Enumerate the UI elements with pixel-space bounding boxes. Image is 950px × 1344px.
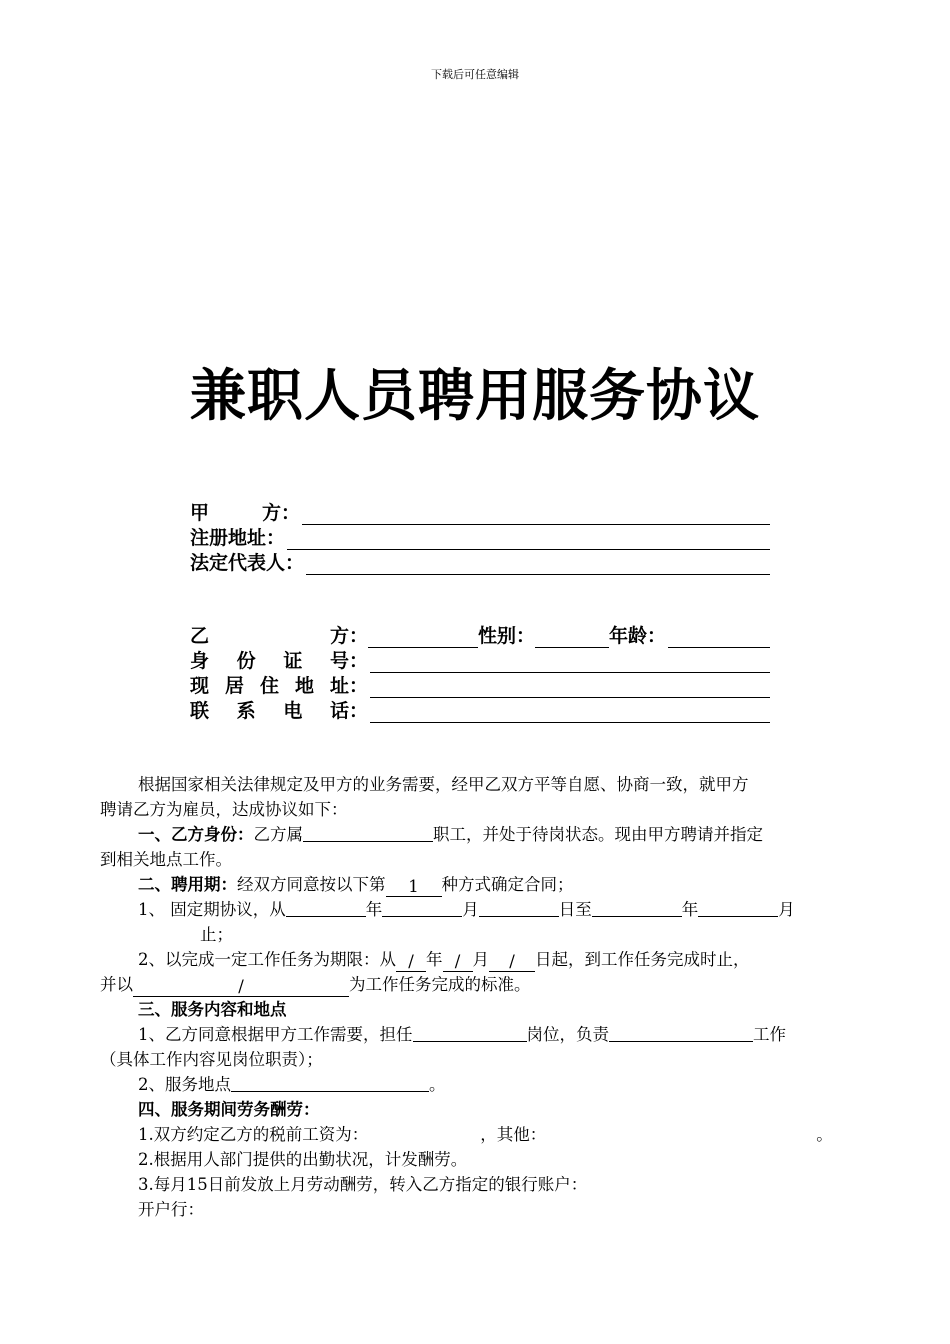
section-3-item-1: 1、乙方同意根据甲方工作需要，担任 岗位，负责 工作 [138,1025,786,1044]
party-a-rep-field[interactable] [306,556,770,575]
task-start-day-field[interactable]: / [489,953,535,972]
agreement-body [100,772,860,1222]
section-1-line-2: 到相关地点工作。 [100,850,232,869]
start-year-field[interactable] [286,898,366,917]
party-b-section [190,623,770,723]
service-location-field[interactable] [231,1073,429,1092]
intro-line-2: 聘请乙方为雇员，达成协议如下： [100,800,348,819]
header-note: 下载后可任意编辑 [431,68,519,81]
party-a-name-label: 甲 方： [190,502,300,524]
contract-method-field[interactable]: 1 [386,878,442,897]
task-start-month-field[interactable]: / [443,953,473,972]
section-1-line-1: 一、乙方身份：乙方属 职工，并处于待岗状态。现由甲方聘请并指定 [138,825,763,844]
responsibility-field[interactable] [609,1023,753,1042]
party-b-phone-row [190,698,770,723]
party-b-address-row [190,673,770,698]
party-b-phone-field[interactable] [370,704,770,723]
section-2-item-2-cont: 并以 / 为工作任务完成的标准。 [100,975,531,996]
end-month-field[interactable] [698,898,778,917]
party-b-name-row [190,623,770,648]
section-3-item-2: 2、服务地点 。 [138,1075,446,1094]
party-a-rep-label: 法定代表人： [190,552,305,574]
party-b-address-label: 现 居 住 地 址： [190,675,368,697]
section-2-item-1-end: 止； [200,925,233,944]
section-4-item-1: 1.双方约定乙方的税前工资为： ，其他： 。 [138,1125,833,1144]
party-b-age-field[interactable] [668,629,770,648]
section-1-heading: 一、乙方身份： [138,825,254,844]
task-start-year-field[interactable]: / [396,953,426,972]
start-month-field[interactable] [382,898,462,917]
document-title: 兼职人员聘用服务协议 [190,364,760,429]
party-a-address-field[interactable] [287,531,770,550]
section-4-item-3: 3.每月15日前发放上月劳动酬劳，转入乙方指定的银行账户： [138,1175,588,1194]
party-b-id-label: 身 份 证 号： [190,650,368,672]
party-b-name-label: 乙 方： [190,625,368,647]
party-b-gender-field[interactable] [535,629,609,648]
party-b-phone-label: 联 系 电 话： [190,700,368,722]
section-2-heading: 二、聘用期： [138,875,237,894]
party-a-section [190,500,770,575]
task-standard-field[interactable]: / [133,978,349,997]
start-day-field[interactable] [479,898,559,917]
position-field[interactable] [413,1023,527,1042]
party-b-id-field[interactable] [370,654,770,673]
section-4-heading: 四、服务期间劳务酬劳： [138,1100,320,1119]
party-b-id-row [190,648,770,673]
party-a-name-field[interactable] [302,506,770,525]
section-4-item-2: 2.根据用人部门提供的出勤状况，计发酬劳。 [138,1150,468,1169]
section-2-line-1: 二、聘用期：经双方同意按以下第 1 种方式确定合同； [138,875,574,896]
party-a-name-row [190,500,770,525]
section-3-heading: 三、服务内容和地点 [138,1000,287,1019]
party-b-age-label: 年龄： [609,625,667,647]
intro-line-1: 根据国家相关法律规定及甲方的业务需要，经甲乙双方平等自愿、协商一致，就甲方 [138,775,749,794]
employee-type-field[interactable] [303,823,433,842]
section-2-item-1: 1、 固定期协议，从 年 月 日至 年 月 [138,900,795,919]
party-b-gender-label: 性别： [478,625,536,647]
party-a-address-label: 注册地址： [190,527,286,549]
party-a-address-row [190,525,770,550]
section-4-item-4: 开户行： [138,1200,204,1219]
party-b-name-field[interactable] [368,629,478,648]
section-3-item-1-cont: （具体工作内容见岗位职责）； [100,1050,323,1069]
end-year-field[interactable] [592,898,682,917]
party-b-address-field[interactable] [370,679,770,698]
section-2-item-2: 2、以完成一定工作任务为期限：从 / 年 / 月 / 日起，到工作任务完成时止， [138,950,750,971]
party-a-rep-row [190,550,770,575]
